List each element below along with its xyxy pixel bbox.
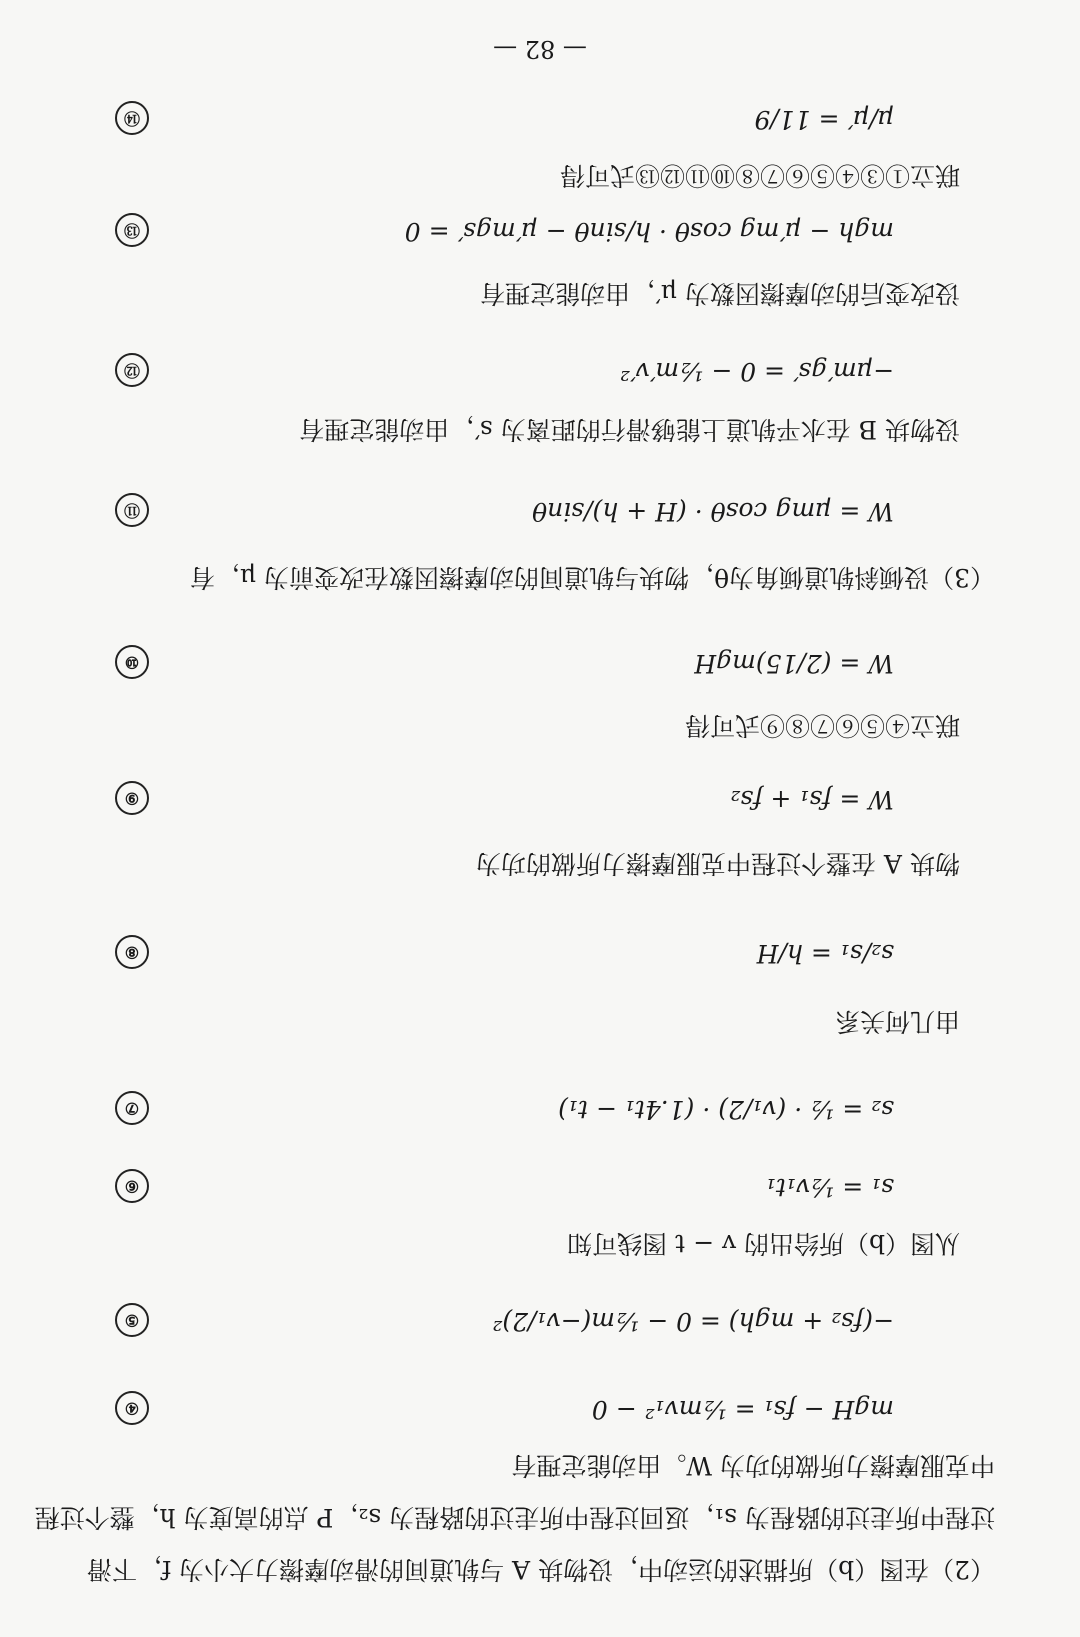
text-combine-2: 联立①③④⑤⑥⑦⑧⑩⑪⑫⑬式可得 <box>559 161 960 190</box>
para-2-line-3: 中克服摩擦力所做的功为 W。由动能定理有 <box>511 1451 995 1480</box>
equation-8: s₂/s₁ = h/H ⑧ <box>0 937 894 969</box>
equation-12: −μm′gs′ = 0 − ½m′v′² ⑫ <box>0 355 894 387</box>
equation-9: W = fs₁ + fs₂ ⑨ <box>0 783 894 815</box>
marker-7: ⑦ <box>115 1091 149 1125</box>
text-figure-b: 从图（b）所给出的 v − t 图线可知 <box>567 1229 960 1258</box>
equation-13: mgh − μ′mg cosθ · h/sinθ − μ′mgs′ = 0 ⑬ <box>0 215 894 247</box>
equation-6: s₁ = ½v₁t₁ ⑥ <box>0 1171 894 1203</box>
marker-12: ⑫ <box>115 353 149 387</box>
marker-14: ⑭ <box>115 101 149 135</box>
text-mu-prime: 设改变后的动摩擦因数为 μ′，由动能定理有 <box>480 279 960 308</box>
marker-6: ⑥ <box>115 1169 149 1203</box>
page-number: — 82 — <box>493 35 587 63</box>
para-2-line-2: 过程中所走过的路程为 s₁，返回过程中所走过的路程为 s₂，P 点的高度为 h，整个过程 <box>34 1503 995 1532</box>
marker-9: ⑨ <box>115 781 149 815</box>
text-block-b: 设物块 B 在水平轨道上能够滑行的距离为 s′，由动能定理有 <box>299 415 960 444</box>
marker-5: ⑤ <box>115 1303 149 1337</box>
marker-13: ⑬ <box>115 213 149 247</box>
equation-7: s₂ = ½ · (v₁/2) · (1.4t₁ − t₁) ⑦ <box>0 1093 894 1125</box>
para-2-line-1: （2）在图（b）所描述的运动中，设物块 A 与轨道间的滑动摩擦力大小为 f，下滑 <box>86 1555 995 1584</box>
equation-11: W = μmg cosθ · (H + h)/sinθ ⑪ <box>0 495 894 527</box>
text-combine-1: 联立④⑤⑥⑦⑧⑨式可得 <box>684 711 960 740</box>
equation-4: mgH − fs₁ = ½mv₁² − 0 ④ <box>0 1393 894 1425</box>
text-geometry: 由几何关系 <box>834 1007 960 1036</box>
equation-14: μ/μ′ = 11/9 ⑭ <box>0 103 894 135</box>
equation-5: −(fs₂ + mgh) = 0 − ½m(−v₁/2)² ⑤ <box>0 1305 894 1337</box>
marker-11: ⑪ <box>115 493 149 527</box>
marker-10: ⑩ <box>115 645 149 679</box>
para-3: （3）设倾斜轨道倾角为θ，物块与轨道间的动摩擦因数在改变前为 μ，有 <box>189 563 995 592</box>
text-work: 物块 A 在整个过程中克服摩擦力所做的功为 <box>476 849 960 878</box>
equation-10: W = (2/15)mgH ⑩ <box>0 647 894 679</box>
marker-8: ⑧ <box>115 935 149 969</box>
marker-4: ④ <box>115 1391 149 1425</box>
